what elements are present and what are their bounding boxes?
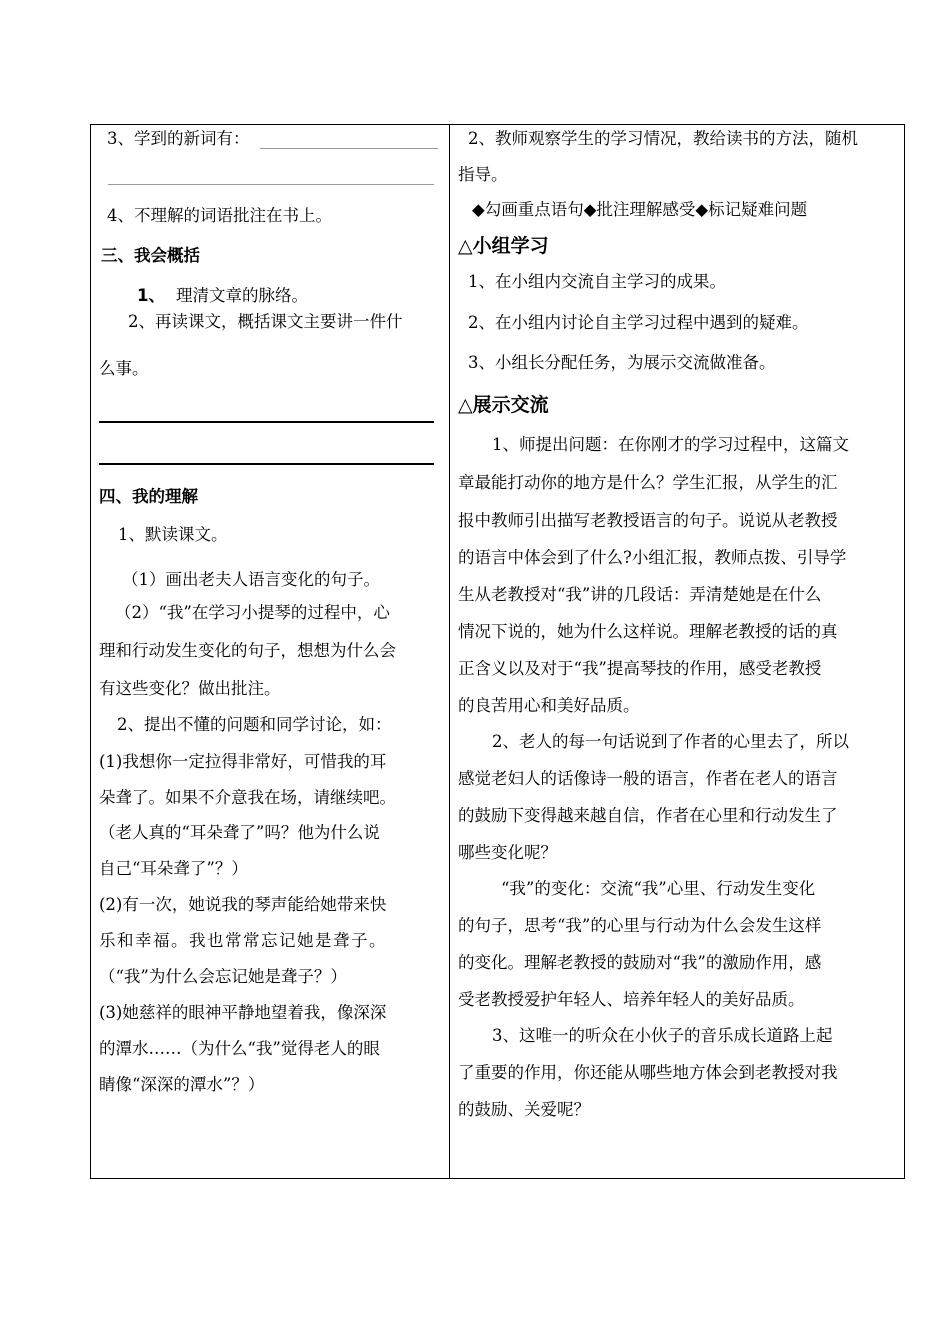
s4-sub2-line2: 理和行动发生变化的句子，想想为什么会 bbox=[99, 641, 396, 660]
para1-line2: 章最能打动你的地方是什么？学生汇报，从学生的汇 bbox=[458, 473, 838, 492]
s4-item2: 2、提出不懂的问题和同学讨论，如： bbox=[117, 715, 392, 734]
presentation-title: △展示交流 bbox=[458, 394, 549, 416]
question-2-line2: 乐和幸福。我也常常忘记她是聋子。 bbox=[99, 931, 387, 950]
para3-line1: “我”的变化：交流“我”心里、行动发生变化 bbox=[501, 879, 816, 898]
s3-item2-line1: 2、再读课文，概括课文主要讲一件什 bbox=[128, 312, 403, 331]
teacher-guidance-line1: 2、教师观察学生的学习情况，教给读书的方法，随机 bbox=[468, 129, 858, 148]
para1-line6: 情况下说的，她为什么这样说。理解老教授的话的真 bbox=[458, 622, 838, 641]
para3-line2: 的句子，思考“我”的心里与行动为什么会发生这样 bbox=[458, 916, 822, 935]
new-words-blank-line-2 bbox=[108, 184, 434, 185]
question-3-line2: 的潭水……（为什么“我”觉得老人的眼 bbox=[99, 1039, 380, 1058]
new-words-blank-line-1 bbox=[260, 148, 438, 149]
para1-line5: 生从老教授对“我”讲的几段话：弄清楚她是在什么 bbox=[458, 585, 822, 604]
new-words-label: 3、学到的新词有： bbox=[107, 129, 250, 148]
group-item-1: 1、在小组内交流自主学习的成果。 bbox=[468, 272, 726, 291]
s3-item1-text: 理清文章的脉络。 bbox=[176, 286, 308, 305]
question-1-line4: 自己“耳朵聋了”？） bbox=[99, 859, 248, 878]
para4-line1: 3、这唯一的听众在小伙子的音乐成长道路上起 bbox=[492, 1026, 833, 1045]
s3-item1-number: 1、 bbox=[137, 286, 165, 305]
para4-line2: 了重要的作用，你还能从哪些地方体会到老教授对我 bbox=[458, 1063, 838, 1082]
question-3-line3: 睛像“深深的潭水”？） bbox=[99, 1075, 265, 1094]
para1-line7: 正含义以及对于“我”提高琴技的作用，感受老教授 bbox=[458, 659, 822, 678]
para1-line4: 的语言中体会到了什么?小组汇报，教师点拨、引导学 bbox=[458, 548, 847, 567]
para3-line4: 受老教授爱护年轻人、培养年轻人的美好品质。 bbox=[458, 990, 805, 1009]
section-4-title: 四、我的理解 bbox=[99, 487, 198, 506]
group-item-3: 3、小组长分配任务，为展示交流做准备。 bbox=[468, 353, 776, 372]
reading-marks-hint: ◆勾画重点语句◆批注理解感受◆标记疑难问题 bbox=[472, 200, 808, 219]
s4-sub2-line1: （2）“我”在学习小提琴的过程中，心 bbox=[115, 603, 390, 622]
para3-line3: 的变化。理解老教授的鼓励对“我”的激励作用，感 bbox=[458, 953, 822, 972]
s4-item1: 1、默读课文。 bbox=[118, 525, 228, 544]
group-item-2: 2、在小组内讨论自主学习过程中遇到的疑难。 bbox=[468, 313, 809, 332]
para2-line2: 感觉老妇人的话像诗一般的语言，作者在老人的语言 bbox=[458, 769, 838, 788]
para2-line4: 哪些变化呢？ bbox=[458, 843, 557, 862]
s4-sub2-line3: 有这些变化？做出批注。 bbox=[99, 679, 281, 698]
question-1-line1: (1)我想你一定拉得非常好，可惜我的耳 bbox=[99, 752, 387, 771]
para1-line3: 报中教师引出描写老教授语言的句子。说说从老教授 bbox=[458, 511, 838, 530]
para2-line1: 2、老人的每一句话说到了作者的心里去了，所以 bbox=[492, 732, 849, 751]
para4-line3: 的鼓励、关爱呢？ bbox=[458, 1100, 590, 1119]
summary-answer-line-1 bbox=[99, 421, 434, 423]
group-study-title: △小组学习 bbox=[458, 235, 549, 257]
summary-answer-line-2 bbox=[99, 463, 434, 465]
question-1-line2: 朵聋了。如果不介意我在场，请继续吧。 bbox=[99, 788, 396, 807]
teacher-guidance-line2: 指导。 bbox=[458, 165, 508, 184]
question-3-line1: (3)她慈祥的眼神平静地望着我，像深深 bbox=[99, 1003, 387, 1022]
s3-item2-line2: 么事。 bbox=[99, 359, 149, 378]
para2-line3: 的鼓励下变得越来越自信，作者在心里和行动发生了 bbox=[458, 806, 838, 825]
question-1-line3: （老人真的“耳朵聋了”吗？他为什么说 bbox=[99, 823, 380, 842]
annotate-words-item: 4、不理解的词语批注在书上。 bbox=[107, 206, 332, 225]
section-3-title: 三、我会概括 bbox=[101, 246, 200, 265]
question-2-line1: (2)有一次，她说我的琴声能给她带来快 bbox=[99, 895, 387, 914]
question-2-line3: （“我”为什么会忘记她是聋子？） bbox=[99, 967, 347, 986]
s4-sub1: （1）画出老夫人语言变化的句子。 bbox=[122, 570, 380, 589]
para1-line8: 的良苦用心和美好品质。 bbox=[458, 696, 640, 715]
column-divider bbox=[449, 124, 450, 1179]
para1-line1: 1、师提出问题：在你刚才的学习过程中，这篇文 bbox=[492, 435, 849, 454]
